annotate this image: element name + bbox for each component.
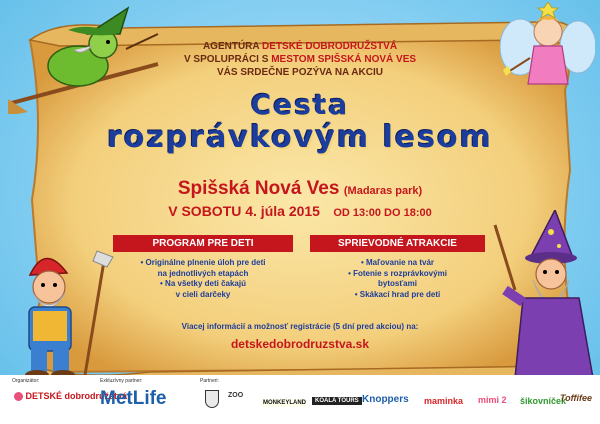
- intro-line-3: VÁS SRDEČNE POZÝVA NA AKCIU: [217, 67, 383, 78]
- partner-logo-toffifee: Toffifee: [560, 393, 593, 403]
- list-item: • Na všetky deti čakajú: [160, 279, 246, 288]
- partner-logo-maminka: maminka: [424, 396, 464, 406]
- program-list: [113, 258, 293, 300]
- intro-line-2: [120, 53, 480, 66]
- organizer-caption: Organizátor:: [12, 378, 40, 384]
- list-item: • Skákací hrad pre deti: [354, 289, 441, 299]
- event-date: [80, 203, 520, 221]
- dwarf-illustration: [5, 245, 125, 380]
- registration-info: Viacej informácií a možnosť registrácie (5 dní pred akciou) na:: [181, 322, 419, 331]
- wizard-illustration: [485, 210, 600, 380]
- metlife-logo: MetLife: [100, 388, 167, 409]
- intro-cooperation-label: V SPOLUPRÁCI S: [183, 54, 272, 65]
- list-item: • Maľovanie na tvár: [360, 258, 435, 267]
- list-item: bytosťami: [378, 279, 417, 288]
- date-day: V SOBOTU 4. júla 2015: [168, 203, 320, 219]
- exclusive-caption: Exkluzívny partner:: [100, 378, 143, 384]
- partner-logo-sikovnicek: šikovníček: [520, 396, 567, 406]
- intro-agency-name: DETSKÉ DOBRODRUŽSTVÁ: [262, 41, 398, 52]
- partner-logo-koala: KOALA TOURS: [312, 397, 362, 405]
- city-crest-icon: [205, 390, 219, 408]
- list-item: • Originálne plnenie úloh pre deti: [140, 258, 266, 267]
- partner-logo-zoo: ZOO: [228, 392, 244, 399]
- attractions-list: [310, 258, 485, 300]
- partners-caption: Partneri:: [200, 378, 219, 384]
- park-name: (Madaras park): [343, 185, 423, 197]
- program-heading: PROGRAM PRE DETI: [113, 235, 293, 252]
- intro-line-1: [120, 40, 480, 53]
- organizer-logo: DETSKÉ dobrodružstvá: [14, 391, 127, 401]
- date-time: OD 13:00 DO 18:00: [333, 207, 432, 219]
- title-line-1: Cesta: [250, 88, 350, 121]
- title-line-2: rozprávkovým lesom: [107, 120, 493, 155]
- city-name: Spišská Nová Ves: [177, 178, 340, 199]
- intro-city-partner: MESTOM SPIŠSKÁ NOVÁ VES: [271, 54, 417, 65]
- balloon-icon: [14, 392, 23, 401]
- partner-logo-monkeyland: MONKEYLAND: [263, 400, 306, 406]
- partner-logo-mimi: mimi 2: [478, 395, 507, 405]
- list-item: • Fotenie s rozprávkovými: [348, 268, 447, 278]
- list-item: na jednotlivých etapách: [157, 268, 249, 278]
- list-item: v cieli darčeky: [175, 289, 231, 299]
- attractions-heading: SPRIEVODNÉ ATRAKCIE: [310, 235, 485, 252]
- intro-agency-label: AGENTÚRA: [202, 41, 263, 52]
- partner-logo-knoppers: Knoppers: [362, 394, 409, 405]
- website-link[interactable]: detskedobrodruzstva.sk: [230, 337, 370, 351]
- event-place: [80, 178, 520, 200]
- fairy-illustration: [500, 2, 595, 92]
